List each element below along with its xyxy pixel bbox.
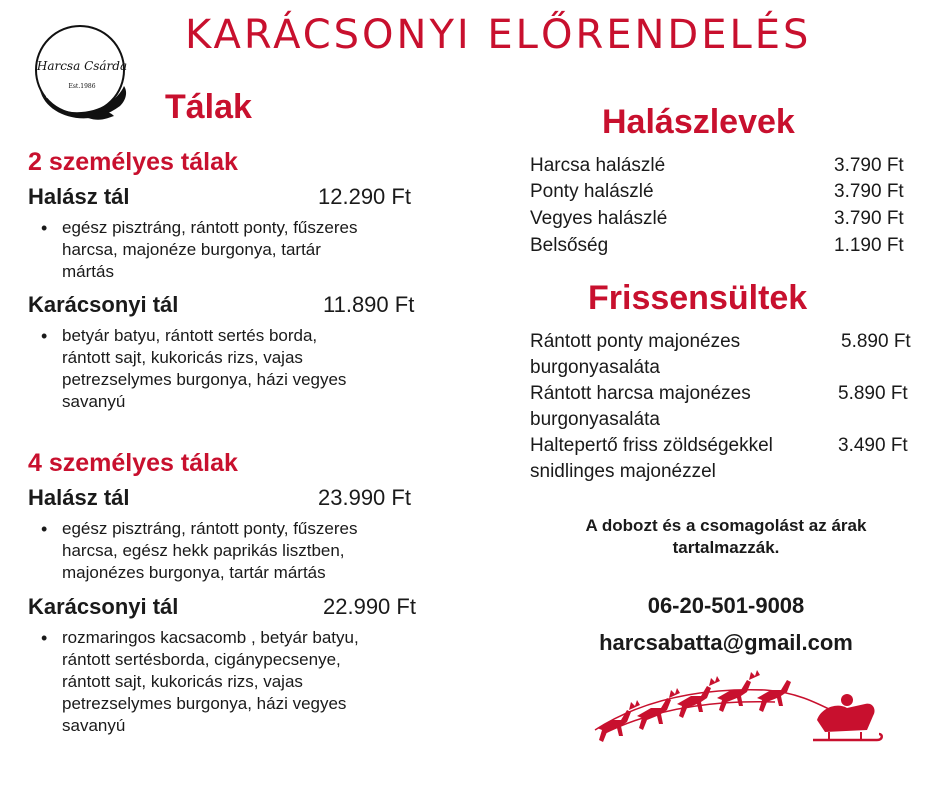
dish-price: 22.990 Ft (323, 594, 416, 619)
packaging-note (536, 515, 916, 559)
fried-price: 3.490 Ft (838, 435, 908, 456)
bullet-icon: • (41, 326, 48, 346)
email-address[interactable]: harcsabatta@gmail.com (599, 630, 853, 655)
soup-name: Harcsa halászlé (530, 155, 666, 176)
desc-line: petrezselymes burgonya, házi vegyes (62, 694, 347, 713)
group2-heading: 2 személyes tálak (28, 148, 238, 176)
note-line: tartalmazzák. (672, 538, 780, 557)
page-title: KARÁCSONYI ELŐRENDELÉS (185, 12, 812, 58)
fried-name: Rántott harcsa majonézes (530, 383, 751, 404)
santa-sleigh-reindeer-icon (585, 668, 885, 754)
dish-name: Halász tál (28, 184, 130, 209)
soup-name: Vegyes halászlé (530, 208, 668, 229)
dish-name: Karácsonyi tál (28, 594, 179, 619)
dish-description (41, 518, 358, 584)
group4-heading: 4 személyes tálak (28, 449, 238, 477)
restaurant-logo (28, 20, 136, 128)
soup-price: 3.790 Ft (834, 208, 904, 229)
soups-heading: Halászlevek (602, 103, 795, 141)
desc-line: petrezselymes burgonya, házi vegyes (62, 370, 347, 389)
dish-description (41, 627, 359, 737)
fried-name: Rántott ponty majonézes (530, 331, 741, 352)
dish-price: 11.890 Ft (323, 292, 415, 317)
soup-price: 1.190 Ft (834, 235, 904, 256)
bullet-icon: • (41, 628, 48, 648)
note-line: A dobozt és a csomagolást az árak (585, 516, 867, 535)
desc-line: savanyú (62, 392, 126, 411)
desc-line: rozmaringos kacsacomb , betyár batyu, (62, 628, 359, 647)
dish-description (41, 325, 347, 413)
fried-name-cont: burgonyasaláta (530, 409, 660, 430)
desc-line: majonézes burgonya, tartár mártás (62, 563, 326, 582)
soup-price: 3.790 Ft (834, 181, 904, 202)
fried-heading: Frissensültek (588, 279, 808, 317)
soup-name: Belsőség (530, 235, 609, 256)
logo-est: Est.1986 (68, 83, 96, 90)
desc-line: savanyú (62, 716, 126, 735)
soup-name: Ponty halászlé (530, 181, 654, 202)
fried-name-cont: snidlinges majonézzel (530, 461, 716, 482)
desc-line: rántott sertésborda, cigánypecsenye, (62, 650, 341, 669)
desc-line: betyár batyu, rántott sertés borda, (62, 326, 318, 345)
soup-price: 3.790 Ft (834, 155, 904, 176)
fried-name-cont: burgonyasaláta (530, 357, 660, 378)
logo-name: Harcsa Csárda (36, 59, 128, 73)
desc-line: rántott sajt, kukoricás rizs, vajas (62, 672, 303, 691)
bullet-icon: • (41, 519, 48, 539)
desc-line: egész pisztráng, rántott ponty, fűszeres (62, 519, 358, 538)
desc-line: harcsa, majonéze burgonya, tartár (62, 240, 321, 259)
desc-line: egész pisztráng, rántott ponty, fűszeres (62, 218, 358, 237)
dish-price: 12.290 Ft (318, 184, 411, 209)
platters-heading: Tálak (165, 88, 252, 126)
dish-price: 23.990 Ft (318, 485, 411, 510)
dish-name: Karácsonyi tál (28, 292, 179, 317)
dish-description (41, 217, 358, 283)
desc-line: mártás (62, 262, 114, 281)
fried-name: Haltepertő friss zöldségekkel (530, 435, 773, 456)
phone-number[interactable]: 06-20-501-9008 (647, 593, 805, 618)
bullet-icon: • (41, 218, 48, 238)
desc-line: harcsa, egész hekk paprikás lisztben, (62, 541, 345, 560)
dish-name: Halász tál (28, 485, 130, 510)
fried-price: 5.890 Ft (838, 383, 908, 404)
fried-price: 5.890 Ft (841, 331, 911, 352)
desc-line: rántott sajt, kukoricás rizs, vajas (62, 348, 303, 367)
